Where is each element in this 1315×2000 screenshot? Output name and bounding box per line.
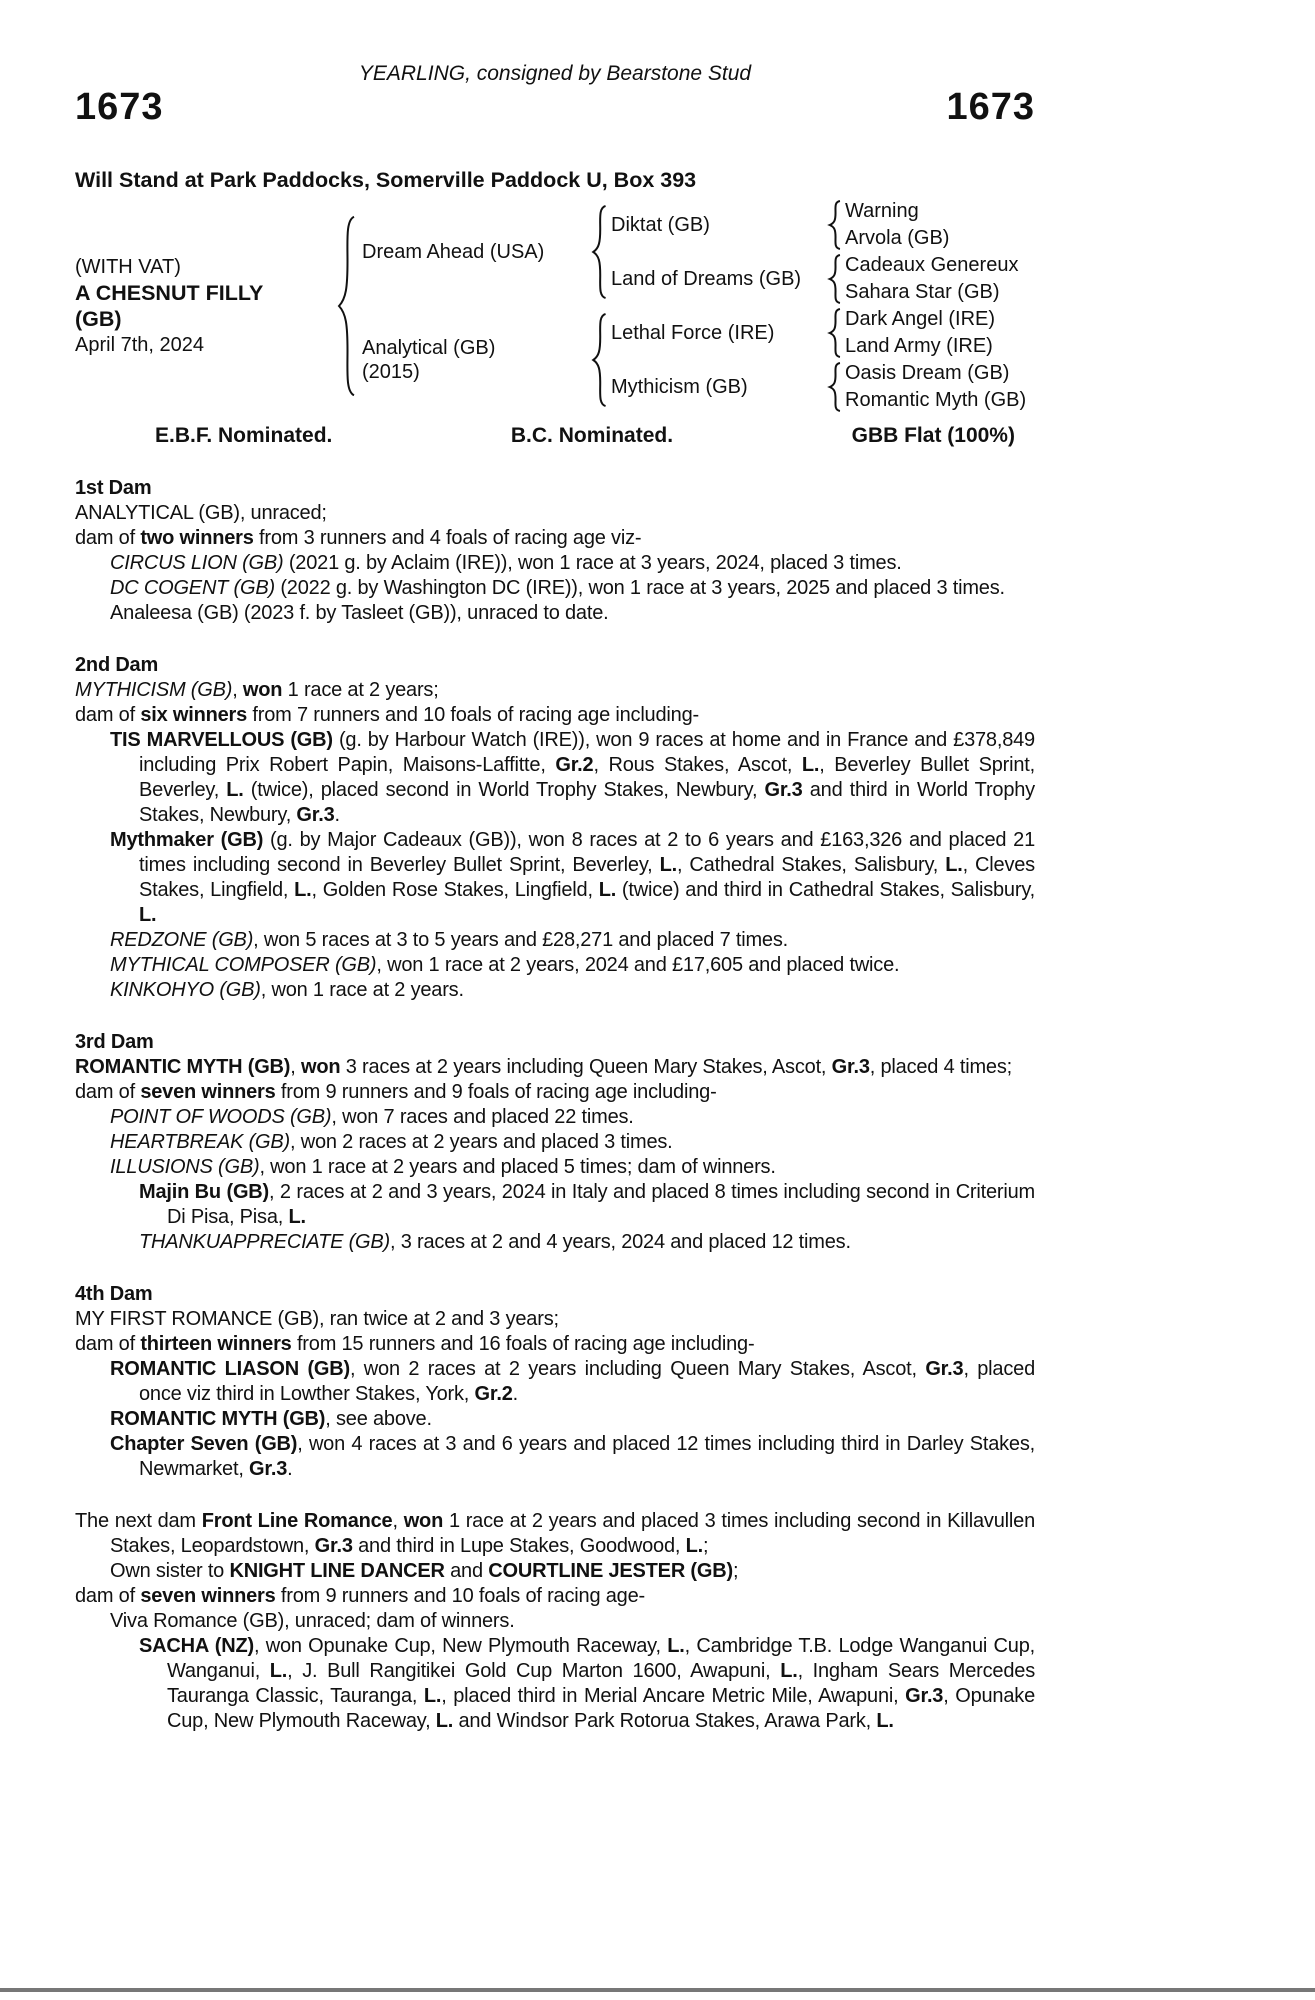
section-title: 3rd Dam: [75, 1031, 154, 1053]
pedigree-paragraph: [75, 1155, 1035, 1180]
pedigree-paragraph: [75, 1105, 1035, 1130]
ancestor-name: Oasis Dream (GB): [845, 362, 1010, 384]
text-run: dam of: [75, 1585, 141, 1607]
emphasized-text-run: Gr.3: [314, 1535, 353, 1557]
text-run: (2021 g. by Aclaim (IRE)), won 1 race at 3 years, 2024, placed 3 times.: [283, 552, 902, 574]
text-run: , 2 races at 2 and 3 years, 2024 in Italy and placed 8 times including second in Criterium Di Pisa, Pisa,: [167, 1181, 1036, 1228]
text-run: , see above.: [325, 1408, 432, 1430]
emphasized-text-run: L.: [667, 1635, 685, 1657]
text-run: Own sister to: [110, 1560, 230, 1582]
ancestor-name: Arvola (GB): [845, 227, 950, 249]
sire-dam-node: [611, 252, 1018, 306]
emphasized-text-run: L.: [139, 904, 157, 926]
text-run: , won 1 race at 2 years.: [260, 979, 464, 1001]
emphasized-text-run: Gr.2: [555, 754, 594, 776]
emphasized-text-run: MYTHICISM (GB): [75, 679, 233, 701]
pedigree-paragraph: [75, 928, 1035, 953]
text-run: ,: [392, 1510, 404, 1532]
pedigree-paragraph: [75, 1609, 1035, 1634]
dam-section: [75, 653, 1035, 1003]
text-run: ANALYTICAL (GB), unraced;: [75, 502, 327, 524]
dam-node: [362, 306, 1026, 414]
text-run: (g. by Major Cadeaux (GB)), won 8 races at 2 to 6 years and £163,326 and placed 21 times including second in Beverley Bullet Sprint, Beverley,: [139, 829, 1035, 876]
pedigree-paragraph: [75, 601, 1035, 626]
emphasized-text-run: L.: [294, 879, 312, 901]
emphasized-text-run: L.: [226, 779, 244, 801]
text-run: MY FIRST ROMANCE (GB), ran twice at 2 and 3 years;: [75, 1308, 559, 1330]
stand-location-line: Will Stand at Park Paddocks, Somerville Paddock U, Box 393: [75, 168, 697, 192]
pedigree-tree: [75, 198, 1035, 414]
emphasized-text-run: HEARTBREAK (GB): [110, 1131, 290, 1153]
ancestor-name: Cadeaux Genereux: [845, 254, 1019, 276]
emphasized-text-run: won: [403, 1510, 444, 1532]
emphasized-text-run: seven winners: [140, 1081, 276, 1103]
ancestor-name: Sahara Star (GB): [845, 281, 1000, 303]
emphasized-text-run: KINKOHYO (GB): [110, 979, 261, 1001]
text-run: ,: [290, 1056, 301, 1078]
text-run: Analeesa (GB) (2023 f. by Tasleet (GB)), unraced to date.: [110, 602, 609, 624]
pedigree-paragraph: [75, 551, 1035, 576]
text-run: , Ingham Sears Mercedes Tauranga Classic, Tauranga,: [167, 1660, 1035, 1707]
emphasized-text-run: KNIGHT LINE DANCER: [229, 1560, 445, 1582]
emphasized-text-run: COURTLINE JESTER (GB): [488, 1560, 733, 1582]
dam-sire-node: [611, 306, 1026, 360]
pedigree-paragraph: [75, 678, 1035, 703]
dam-dam-node: [611, 360, 1026, 414]
text-run: , Cathedral Stakes, Salisbury,: [676, 854, 946, 876]
section-title: 2nd Dam: [75, 654, 159, 676]
foal-date: April 7th, 2024: [75, 334, 204, 356]
text-run: .: [334, 804, 340, 826]
emphasized-text-run: ROMANTIC MYTH (GB): [110, 1408, 326, 1430]
text-run: from 15 runners and 16 foals of racing age including-: [291, 1333, 755, 1355]
emphasized-text-run: L.: [269, 1660, 288, 1682]
emphasized-text-run: REDZONE (GB): [110, 929, 254, 951]
text-run: The next dam: [75, 1510, 202, 1532]
text-run: from 3 runners and 4 foals of racing age viz-: [253, 527, 642, 549]
emphasized-text-run: POINT OF WOODS (GB): [110, 1106, 332, 1128]
text-run: .: [512, 1383, 519, 1405]
emphasized-text-run: L.: [685, 1535, 703, 1557]
emphasized-text-run: ROMANTIC LIASON (GB): [110, 1358, 350, 1380]
text-run: (g. by Harbour Watch (IRE)), won 9 races at home and in France and £378,849 including Prix Robert Papin, Maisons-Laffitte,: [139, 729, 1035, 776]
text-run: , placed 4 times;: [869, 1056, 1013, 1078]
sire-sire-node: [611, 198, 1018, 252]
pedigree-paragraph: [75, 1307, 1035, 1332]
dam-section: [75, 1509, 1035, 1734]
dam-section: [75, 1030, 1035, 1255]
text-run: from 7 runners and 10 foals of racing age including-: [247, 704, 699, 726]
text-run: , Golden Rose Stakes, Lingfield,: [311, 879, 599, 901]
ancestor-name: Land Army (IRE): [845, 335, 993, 357]
pedigree-brace-icon: [587, 198, 611, 306]
text-run: , 3 races at 2 and 4 years, 2024 and placed 12 times.: [390, 1231, 851, 1253]
emphasized-text-run: Mythmaker (GB): [110, 829, 264, 851]
pedigree-paragraph: [75, 526, 1035, 551]
text-run: , won 1 race at 2 years and placed 5 times; dam of winners.: [259, 1156, 776, 1178]
section-title: 1st Dam: [75, 477, 152, 499]
emphasized-text-run: ILLUSIONS (GB): [110, 1156, 260, 1178]
text-run: , won 2 races at 2 years and placed 3 times.: [290, 1131, 673, 1153]
text-run: from 9 runners and 9 foals of racing age including-: [275, 1081, 717, 1103]
text-run: , Cambridge T.B. Lodge Wanganui Cup, Wanganui,: [167, 1635, 1035, 1682]
text-run: ;: [732, 1560, 739, 1582]
emphasized-text-run: Gr.3: [296, 804, 335, 826]
pedigree-brace-icon: [587, 306, 611, 414]
text-run: , Beverley Bullet Sprint, Beverley,: [139, 754, 1035, 801]
pedigree-paragraph: [75, 953, 1035, 978]
emphasized-text-run: Chapter Seven (GB): [110, 1433, 298, 1455]
text-run: (twice), placed second in World Trophy Stakes, Newbury,: [243, 779, 765, 801]
pedigree-paragraph: [75, 1180, 1035, 1230]
text-run: and third in World Trophy Stakes, Newbury,: [139, 779, 1035, 826]
text-run: 1 race at 2 years;: [282, 679, 439, 701]
text-run: 3 races at 2 years including Queen Mary Stakes, Ascot,: [340, 1056, 832, 1078]
ancestor-name: Romantic Myth (GB): [845, 389, 1027, 411]
pedigree-paragraph: [75, 1080, 1035, 1105]
text-run: and Windsor Park Rotorua Stakes, Arawa Park,: [453, 1710, 877, 1732]
text-run: Viva Romance (GB), unraced; dam of winners.: [110, 1610, 515, 1632]
text-run: .: [287, 1458, 293, 1480]
page-bottom-rule: [0, 1988, 1315, 1992]
text-run: ;: [702, 1535, 709, 1557]
pedigree-paragraph: [75, 1559, 1035, 1584]
lot-number-left: 1673: [75, 86, 164, 128]
dam-dam-name: Mythicism (GB): [611, 375, 748, 398]
bc-nominated-label: B.C. Nominated.: [510, 424, 674, 447]
emphasized-text-run: Gr.3: [905, 1685, 944, 1707]
sire-dam-name: Land of Dreams (GB): [611, 267, 802, 290]
text-run: and third in Lupe Stakes, Goodwood,: [352, 1535, 686, 1557]
pedigree-paragraph: [75, 1332, 1035, 1357]
text-run: dam of: [75, 704, 141, 726]
pedigree-brace-icon: [823, 306, 845, 360]
pedigree-paragraph: [75, 501, 1035, 526]
pedigree-paragraph: [75, 1584, 1035, 1609]
lot-number-right: 1673: [946, 86, 1035, 128]
emphasized-text-run: six winners: [140, 704, 248, 726]
pedigree-paragraph: [75, 978, 1035, 1003]
text-run: dam of: [75, 1333, 141, 1355]
emphasized-text-run: ROMANTIC MYTH (GB): [75, 1056, 291, 1078]
pedigree-brace-icon: [823, 360, 845, 414]
emphasized-text-run: MYTHICAL COMPOSER (GB): [110, 954, 377, 976]
emphasized-text-run: L.: [423, 1685, 442, 1707]
section-title: 4th Dam: [75, 1283, 153, 1305]
emphasized-text-run: SACHA (NZ): [139, 1635, 254, 1657]
text-run: , won Opunake Cup, New Plymouth Raceway,: [253, 1635, 668, 1657]
emphasized-text-run: Gr.3: [764, 779, 803, 801]
horse-name: A CHESNUT FILLY: [75, 281, 264, 305]
sire-node: [362, 198, 1026, 306]
pedigree-paragraph: [75, 1634, 1035, 1734]
pedigree-paragraph: [75, 828, 1035, 928]
text-run: 1 race at 2 years and placed 3 times including second in Killavullen Stakes, Leopardstown,: [110, 1510, 1035, 1557]
emphasized-text-run: Gr.3: [925, 1358, 964, 1380]
gbb-label: GBB Flat (100%): [851, 424, 1015, 447]
text-run: , won 1 race at 2 years, 2024 and £17,605 and placed twice.: [376, 954, 900, 976]
catalogue-body: [75, 476, 1035, 1761]
dam-section: [75, 476, 1035, 626]
text-run: , J. Bull Rangitikei Gold Cup Marton 1600, Awapuni,: [287, 1660, 781, 1682]
emphasized-text-run: L.: [780, 1660, 798, 1682]
emphasized-text-run: TIS MARVELLOUS (GB): [110, 729, 333, 751]
emphasized-text-run: seven winners: [140, 1585, 276, 1607]
text-run: , won 2 races at 2 years including Queen Mary Stakes, Ascot,: [349, 1358, 926, 1380]
pedigree-paragraph: [75, 576, 1035, 601]
text-run: , Rous Stakes, Ascot,: [593, 754, 802, 776]
ebf-nominated-label: E.B.F. Nominated.: [155, 424, 333, 447]
emphasized-text-run: Gr.2: [474, 1383, 513, 1405]
text-run: , Opunake Cup, New Plymouth Raceway,: [167, 1685, 1035, 1732]
pedigree-paragraph: [75, 1407, 1035, 1432]
emphasized-text-run: L.: [288, 1206, 306, 1228]
emphasized-text-run: Gr.3: [249, 1458, 288, 1480]
text-run: , Cleves Stakes, Lingfield,: [139, 854, 1035, 901]
sire-sire-name: Diktat (GB): [611, 213, 710, 236]
pedigree-brace-icon: [823, 198, 845, 252]
horse-country: (GB): [75, 307, 122, 331]
emphasized-text-run: Front Line Romance: [201, 1510, 393, 1532]
sire-name: Dream Ahead (USA): [362, 241, 545, 263]
dam-sire-name: Lethal Force (IRE): [611, 321, 775, 344]
pedigree-brace-icon: [330, 198, 362, 414]
dam-name: Analytical (GB) (2015): [362, 337, 496, 383]
emphasized-text-run: L.: [801, 754, 820, 776]
text-run: , placed once viz third in Lowther Stakes, York,: [139, 1358, 1035, 1405]
text-run: , won 7 races and placed 22 times.: [331, 1106, 634, 1128]
pedigree-paragraph: [75, 728, 1035, 828]
ancestor-name: Warning: [845, 200, 919, 222]
emphasized-text-run: L.: [945, 854, 963, 876]
emphasized-text-run: L.: [598, 879, 617, 901]
emphasized-text-run: two winners: [140, 527, 254, 549]
text-run: , won 5 races at 3 to 5 years and £28,271 and placed 7 times.: [253, 929, 788, 951]
pedigree-paragraph: [75, 1230, 1035, 1255]
text-run: dam of: [75, 1081, 141, 1103]
emphasized-text-run: Gr.3: [831, 1056, 870, 1078]
emphasized-text-run: thirteen winners: [140, 1333, 292, 1355]
pedigree-paragraph: [75, 1130, 1035, 1155]
pedigree-paragraph: [75, 1055, 1035, 1080]
consignor-line: YEARLING, consigned by Bearstone Stud: [358, 62, 752, 85]
emphasized-text-run: DC COGENT (GB): [110, 577, 275, 599]
emphasized-text-run: won: [242, 679, 283, 701]
pedigree-paragraph: [75, 1509, 1035, 1559]
text-run: ,: [232, 679, 243, 701]
subject-horse-block: [75, 198, 330, 414]
emphasized-text-run: THANKUAPPRECIATE (GB): [139, 1231, 391, 1253]
nominations-line: [75, 424, 1035, 448]
emphasized-text-run: won: [300, 1056, 341, 1078]
text-run: , placed third in Merial Ancare Metric Mile, Awapuni,: [441, 1685, 906, 1707]
emphasized-text-run: CIRCUS LION (GB): [110, 552, 284, 574]
pedigree-paragraph: [75, 703, 1035, 728]
text-run: from 9 runners and 10 foals of racing age-: [275, 1585, 645, 1607]
text-run: and: [444, 1560, 489, 1582]
emphasized-text-run: L.: [435, 1710, 454, 1732]
dam-section: [75, 1282, 1035, 1482]
text-run: (2022 g. by Washington DC (IRE)), won 1 race at 3 years, 2025 and placed 3 times.: [274, 577, 1005, 599]
pedigree-paragraph: [75, 1432, 1035, 1482]
emphasized-text-run: L.: [876, 1710, 894, 1732]
vat-note: (WITH VAT): [75, 256, 181, 278]
pedigree-brace-icon: [823, 252, 845, 306]
emphasized-text-run: Majin Bu (GB): [139, 1181, 270, 1203]
ancestor-name: Dark Angel (IRE): [845, 308, 996, 330]
text-run: dam of: [75, 527, 141, 549]
text-run: , won 4 races at 3 and 6 years and placed 12 times including third in Darley Stakes, Newmarket,: [139, 1433, 1036, 1480]
text-run: (twice) and third in Cathedral Stakes, Salisbury,: [616, 879, 1035, 901]
pedigree-paragraph: [75, 1357, 1035, 1407]
emphasized-text-run: L.: [659, 854, 677, 876]
